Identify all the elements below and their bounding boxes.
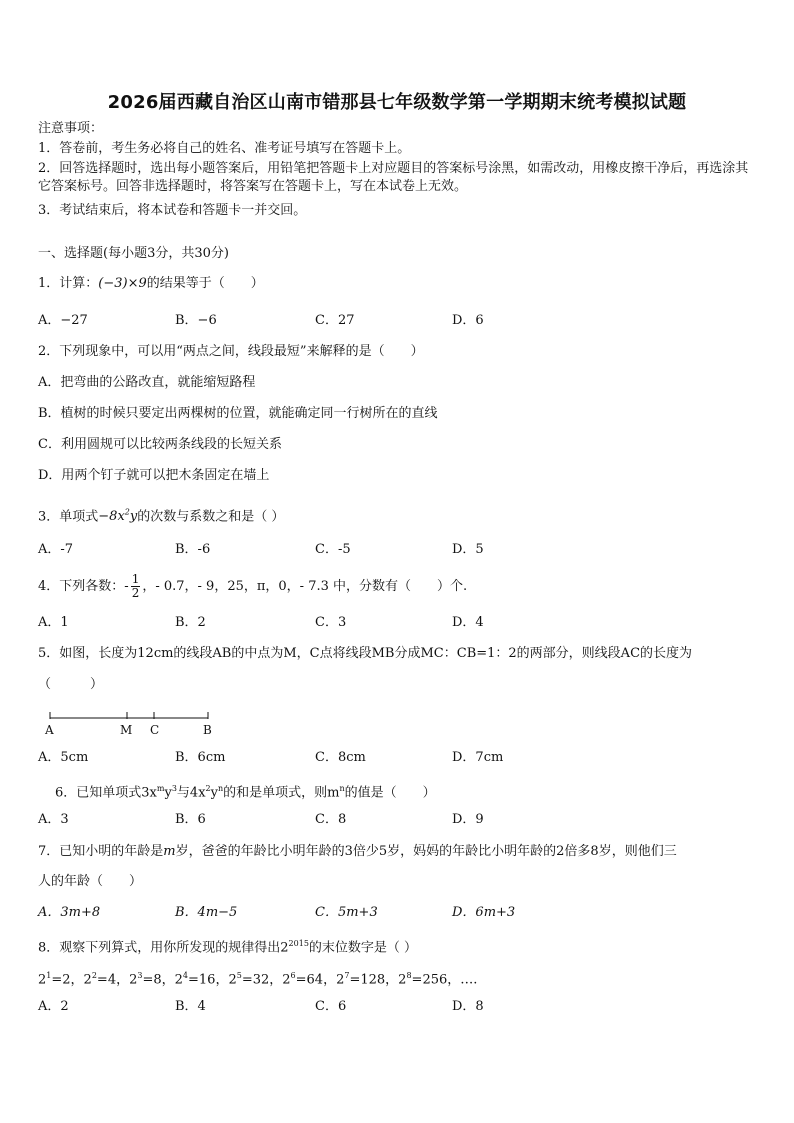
q5-option-b[interactable]: B．6cm: [175, 750, 226, 765]
q8-exp-5: 5: [236, 971, 242, 980]
q3-option-c[interactable]: C．-5: [315, 542, 351, 557]
question-8: [38, 935, 760, 957]
q8-val-5: =32，: [241, 972, 283, 988]
q7-stem-c: 人的年龄（ ）: [38, 874, 143, 889]
q8-base-8: 2: [398, 972, 407, 988]
q7-option-d[interactable]: D．6m+3: [452, 905, 516, 920]
q5-paren: （ ）: [38, 677, 104, 692]
label-c: C: [150, 723, 160, 737]
q8-base-6: 2: [282, 972, 291, 988]
q8-option-d[interactable]: D．8: [452, 999, 484, 1014]
q4-fraction: [131, 573, 141, 600]
q2-option-a[interactable]: A．把弯曲的公路改直，就能缩短路程: [38, 375, 256, 390]
q7-stem-a: 7．已知小明的年龄是: [38, 844, 164, 859]
label-b: B: [203, 723, 212, 737]
q7-options: [38, 904, 758, 922]
q4-fraction-denominator: 2: [131, 586, 140, 600]
q8-option-c[interactable]: C．6: [315, 999, 347, 1014]
q6-sup-5: n: [339, 784, 345, 793]
q7-option-c[interactable]: C．5m+3: [315, 905, 378, 920]
q1-option-b[interactable]: B．−6: [175, 313, 217, 328]
q5-segment-figure: [40, 706, 230, 738]
q1-options: [38, 312, 758, 330]
exam-title: 2026届西藏自治区山南市错那县七年级数学第一学期期末统考模拟试题: [107, 92, 687, 113]
q7-stem-b: 岁，爸爸的年龄比小明年龄的3倍少5岁，妈妈的年龄比小明年龄的2倍多8岁，则他们三: [175, 844, 677, 859]
q8-base-5: 2: [228, 972, 237, 988]
label-m: M: [120, 723, 133, 737]
q8-base-1: 2: [38, 972, 47, 988]
q4-option-b[interactable]: B．2: [175, 615, 206, 630]
q4-rest: ，- 0.7，- 9，25，π，0，- 7.3 中，分数有（ ）个.: [142, 579, 468, 594]
q6-text-a: 6．已知单项式3x: [55, 785, 157, 801]
question-2: 2．下列现象中，可以用“两点之间，线段最短”来解释的是（ ）: [38, 344, 424, 359]
q1-option-c[interactable]: C．27: [315, 313, 355, 328]
q8-val-3: =8，: [142, 972, 175, 988]
question-5: 5．如图，长度为12cm的线段AB的中点为M，C点将线段MB分成MC：CB=1：2的两部分，则线段AC的长度为: [38, 646, 693, 661]
q8-val-8: =256，….: [411, 972, 478, 988]
q3-option-b[interactable]: B．-6: [175, 542, 211, 557]
q8-val-1: =2，: [51, 972, 84, 988]
q8-base-7: 2: [336, 972, 345, 988]
q5-option-a[interactable]: A．5cm: [38, 750, 89, 765]
notice-item-3: 3．考试结束后，将本试卷和答题卡一并交回。: [38, 203, 307, 218]
q8-exp-8: 8: [406, 971, 412, 980]
q1-prefix: 1．计算：: [38, 276, 99, 291]
q3-monomial: [98, 509, 137, 524]
q1-suffix: 的结果等于（ ）: [146, 276, 264, 291]
q7-option-a[interactable]: A．3m+8: [38, 905, 101, 920]
q6-sup-3: 2: [205, 784, 211, 793]
q3-suffix: 的次数与系数之和是（ ）: [137, 509, 285, 525]
q4-option-a[interactable]: A．1: [38, 615, 69, 630]
q6-option-b[interactable]: B．6: [175, 812, 206, 827]
q8-base-4: 2: [174, 972, 183, 988]
q8-base-3: 2: [129, 972, 138, 988]
q3-prefix: 3．单项式: [38, 509, 99, 525]
q6-text-f: 的值是（ ）: [344, 785, 436, 801]
q8-val-2: =4，: [96, 972, 130, 988]
question-4: [38, 572, 760, 602]
q8-stem-a: 8．观察下列算式，用你所发现的规律得出2: [38, 940, 289, 956]
q8-option-a[interactable]: A．2: [38, 999, 69, 1014]
q4-fraction-numerator: 1: [131, 572, 140, 586]
q3-var-y: y: [129, 509, 138, 525]
question-1: [38, 275, 760, 293]
q6-text-b: y: [164, 785, 172, 801]
q4-option-d[interactable]: D．4: [452, 615, 484, 630]
q5-options: [38, 749, 758, 767]
q8-val-4: =16，: [188, 972, 229, 988]
q8-options: [38, 998, 758, 1016]
notice-item-1: 1．答卷前，考生务必将自己的姓名、准考证号填写在答题卡上。: [38, 141, 411, 156]
q6-text-e: 的和是单项式，则m: [223, 785, 340, 801]
q3-option-a[interactable]: A．-7: [38, 542, 74, 557]
q8-val-7: =128，: [349, 972, 399, 988]
q8-exp-6: 6: [290, 971, 296, 980]
q6-options: [38, 811, 758, 829]
q8-exp-7: 7: [344, 971, 350, 980]
q8-exp-4: 4: [182, 971, 189, 980]
q6-sup-4: n: [217, 784, 224, 793]
q4-prefix: 4．下列各数：: [38, 579, 125, 594]
question-7: [38, 843, 760, 861]
section-heading: 一、选择题(每小题3分，共30分): [38, 246, 229, 261]
q6-sup-1: m: [156, 784, 165, 793]
q3-option-d[interactable]: D．5: [452, 542, 484, 557]
q8-exp-2: 2: [91, 971, 97, 980]
q3-exponent: 2: [124, 508, 130, 517]
q6-text-c: 与4x: [176, 785, 206, 801]
q8-option-b[interactable]: B．4: [175, 999, 206, 1014]
q8-exp-3: 3: [137, 971, 143, 980]
q1-option-a[interactable]: A．−27: [38, 313, 88, 328]
q8-val-6: =64，: [295, 972, 337, 988]
q4-option-c[interactable]: C．3: [315, 615, 347, 630]
q3-options: [38, 541, 758, 559]
q5-option-c[interactable]: C．8cm: [315, 750, 366, 765]
question-6: [55, 780, 760, 802]
q8-base-2: 2: [83, 972, 92, 988]
q2-option-d[interactable]: D．用两个钉子就可以把木条固定在墙上: [38, 468, 270, 483]
q5-option-d[interactable]: D．7cm: [452, 750, 504, 765]
q1-expression: (−3)×9: [98, 276, 147, 291]
question-3: [38, 504, 760, 526]
q6-sup-2: 3: [171, 784, 177, 793]
q7-variable: m: [163, 844, 176, 859]
q6-option-d[interactable]: D．9: [452, 812, 484, 827]
q3-var-x: x: [117, 509, 125, 525]
q6-option-a[interactable]: A．3: [38, 812, 69, 827]
notice-item-2: 2．回答选择题时，选出每小题答案后，用铅笔把答题卡上对应题目的答案标号涂黑，如需改动，用橡皮擦干净后，再选涂其它答案标号。回答非选择题时，将答案写在答题卡上，写在本试卷上无效。: [38, 161, 749, 194]
q8-stem-b: 的末位数字是（ ）: [308, 940, 418, 956]
q1-option-d[interactable]: D．6: [452, 313, 484, 328]
q6-text-d: y: [210, 785, 218, 801]
q4-options: [38, 614, 758, 632]
notice-heading: 注意事项：: [38, 121, 104, 136]
q6-option-c[interactable]: C．8: [315, 812, 347, 827]
q8-sequence: [38, 967, 760, 989]
q7-option-b[interactable]: B．4m−5: [175, 905, 238, 920]
q4-minus: -: [124, 579, 129, 594]
q3-coefficient: −8: [98, 509, 118, 525]
q8-exp-1: 1: [46, 971, 52, 980]
q2-option-c[interactable]: C．利用圆规可以比较两条线段的长短关系: [38, 437, 282, 452]
q8-stem-exponent: 2015: [288, 939, 309, 948]
q2-option-b[interactable]: B．植树的时候只要定出两棵树的位置，就能确定同一行树所在的直线: [38, 406, 438, 421]
label-a: A: [45, 723, 54, 737]
